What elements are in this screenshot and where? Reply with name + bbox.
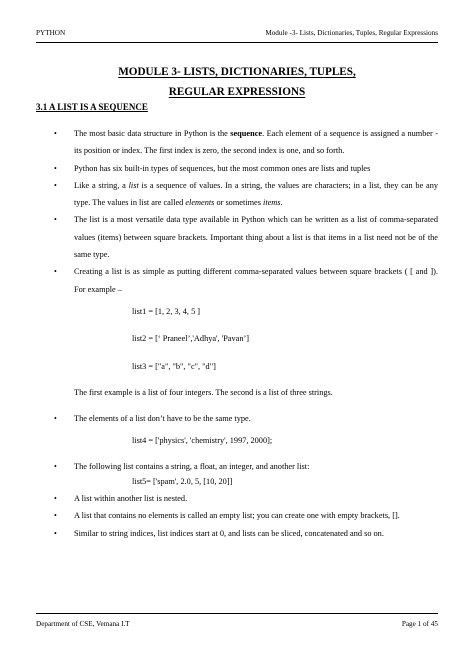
bullet-following-list: • The following list contains a string, a float, an integer, and another list: bbox=[36, 458, 438, 475]
bullet-creating: • Creating a list is as simple as putting different comma-separated values between square brackets ( [ and ]). For example – bbox=[36, 263, 438, 298]
module-title-line1: MODULE 3- LISTS, DICTIONARIES, TUPLES, bbox=[118, 66, 356, 78]
text: is a sequence of values. In a string, the values are characters; in a list, they can be any type. The values in list are called bbox=[74, 180, 438, 208]
bullet-like-string bbox=[36, 177, 438, 212]
code-list4: list4 = ['physics', 'chemistry', 1997, 2000]; bbox=[132, 436, 273, 446]
code-list1: list1 = [1, 2, 3, 4, 5 ] bbox=[132, 306, 201, 316]
bullet-sequence bbox=[36, 125, 438, 160]
footer-left: Department of CSE, Vemana I.T bbox=[36, 620, 130, 628]
module-title-line2: REGULAR EXPRESSIONS bbox=[168, 86, 306, 98]
header-right: Module -3- Lists, Dictionaries, Tuples, Regular Expressions bbox=[265, 29, 438, 37]
italic-term: items bbox=[263, 198, 281, 208]
text: or sometimes bbox=[214, 198, 264, 208]
bullet-indices: • Similar to string indices, list indices start at 0, and lists can be sliced, concatenated and so on. bbox=[36, 525, 438, 542]
text: Like a string, a bbox=[74, 180, 129, 190]
bullet-nested: • A list within another list is nested. bbox=[36, 490, 438, 507]
bullet-versatile: • The list is a most versatile data type available in Python which can be written as a list of comma-separated values (items) between square brackets. Important thing about a list is that items in a list need not be of the same type. bbox=[36, 211, 438, 263]
footer-rule bbox=[36, 613, 438, 614]
text: . Each element of a sequence is assigned a number - its position or index. The first index is zero, the second index is one, and so forth. bbox=[74, 129, 438, 156]
code-list3: list3 = ["a", "b", "c", "d"] bbox=[132, 361, 216, 371]
page-number: Page 1 of 45 bbox=[401, 620, 438, 628]
bullet-empty-list: • A list that contains no elements is called an empty list; you can create one with empty brackets, []. bbox=[36, 507, 438, 524]
bold-term: sequence bbox=[230, 129, 263, 138]
bullet-not-same-type: • The elements of a list don’t have to be the same type. bbox=[36, 410, 438, 427]
text: The most basic data structure in Python is the bbox=[74, 129, 231, 138]
code-list2: list2 = [‘ Praneel’,'Adhya', 'Pavan’] bbox=[132, 334, 249, 344]
example-note: The first example is a list of four integers. The second is a list of three strings. bbox=[74, 387, 333, 397]
italic-term: list bbox=[128, 180, 139, 190]
header-left: PYTHON bbox=[36, 29, 66, 37]
header-rule bbox=[36, 42, 438, 43]
italic-term: elements bbox=[185, 198, 215, 208]
code-list5: list5= ['spam', 2.0, 5, [10, 20]] bbox=[132, 477, 233, 487]
page-content bbox=[36, 118, 438, 542]
section-heading: 3.1 A LIST IS A SEQUENCE bbox=[36, 102, 148, 112]
text: . bbox=[280, 198, 283, 208]
page-header bbox=[36, 27, 438, 41]
bullet-builtin-types: • Python has six built-in types of sequences, but the most common ones are lists and tuples bbox=[36, 160, 438, 177]
